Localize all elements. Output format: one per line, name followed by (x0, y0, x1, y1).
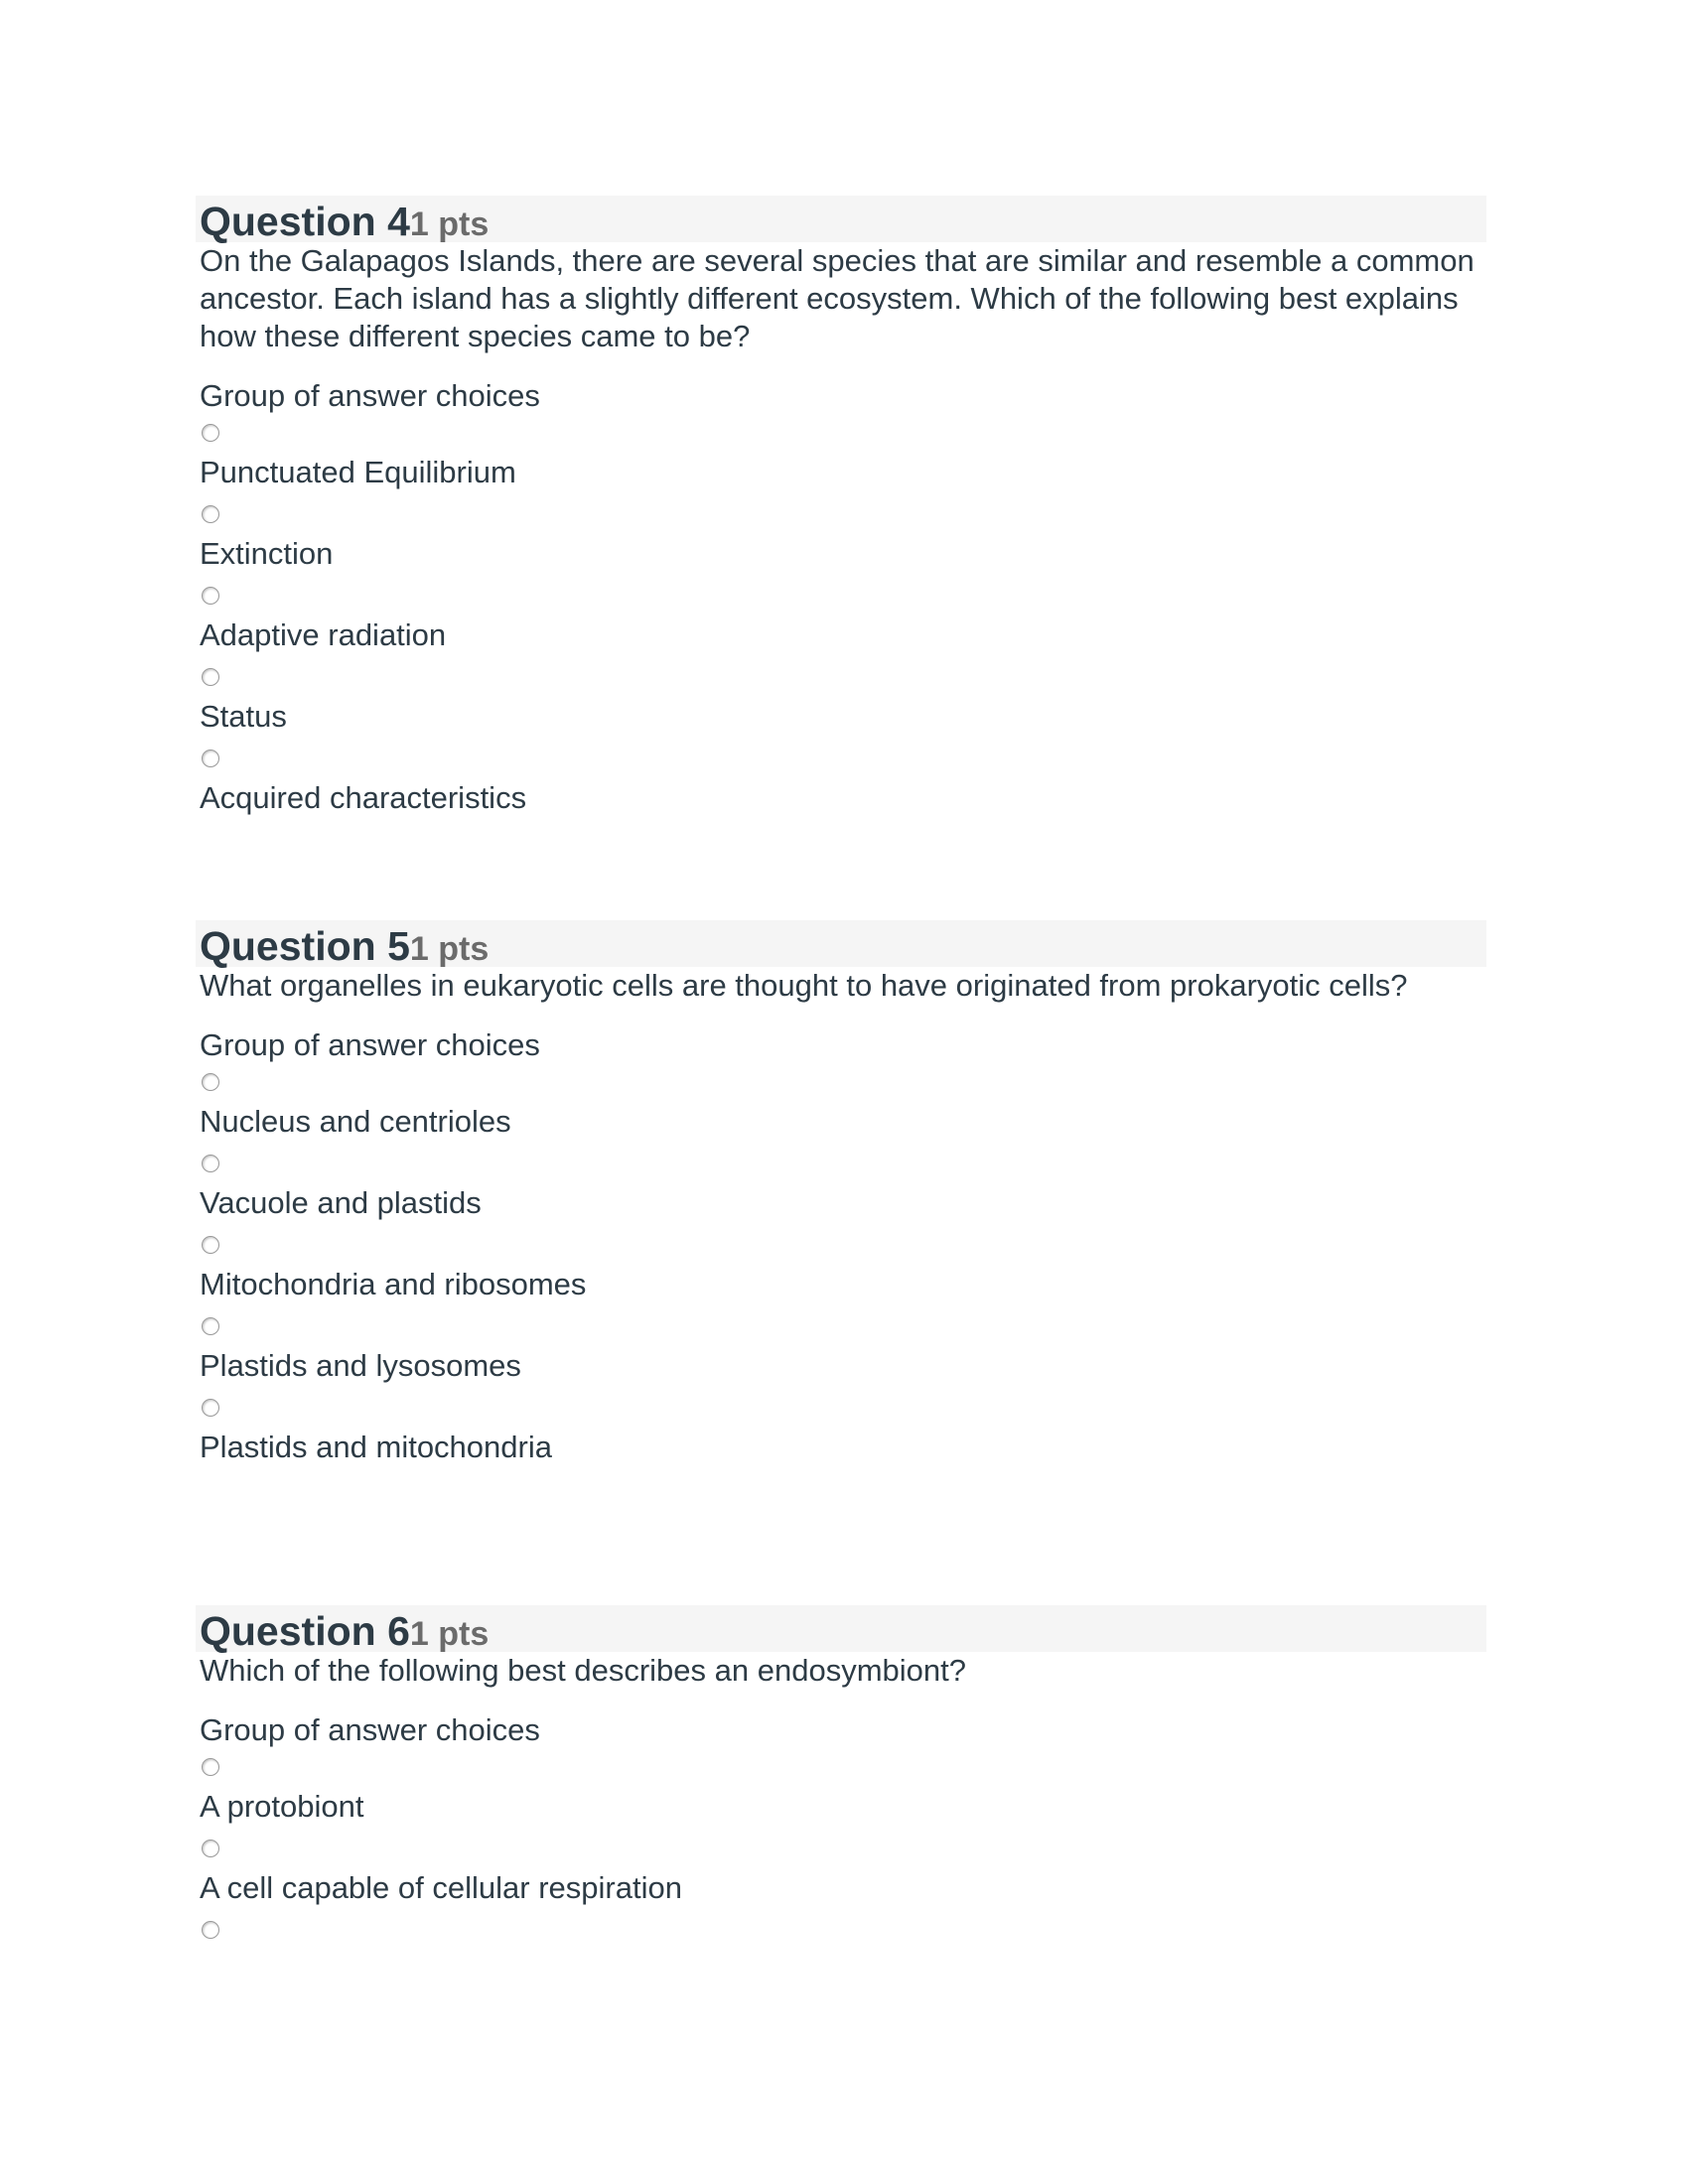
radio-button[interactable] (202, 1073, 219, 1091)
radio-button[interactable] (202, 1317, 219, 1335)
answer-choice-label[interactable]: A cell capable of cellular respiration (200, 1870, 682, 1905)
answer-choice-label[interactable]: Vacuole and plastids (200, 1185, 482, 1220)
question-points: 1 pts (409, 930, 490, 968)
answer-choice-label[interactable]: A protobiont (200, 1789, 364, 1824)
question-title (200, 196, 489, 250)
radio-button[interactable] (202, 424, 219, 442)
answer-choice-label[interactable]: Nucleus and centrioles (200, 1104, 511, 1139)
question-5 (196, 920, 1486, 1475)
question-text: What organelles in eukaryotic cells are thought to have originated from prokaryotic cells? (200, 968, 1408, 1003)
answer-choice-label[interactable]: Punctuated Equilibrium (200, 455, 516, 489)
answer-group-label: Group of answer choices (200, 378, 540, 413)
answer-choice[interactable] (196, 1150, 1486, 1231)
question-4 (196, 196, 1486, 826)
answer-choices (196, 1753, 1486, 1997)
answer-choice[interactable] (196, 1835, 1486, 1916)
radio-button[interactable] (202, 1236, 219, 1254)
question-title (200, 1605, 489, 1660)
question-6 (196, 1605, 1486, 1997)
radio-button[interactable] (202, 587, 219, 605)
answer-choice-label[interactable]: Mitochondria and ribosomes (200, 1267, 587, 1301)
question-points: 1 pts (409, 205, 490, 243)
answer-choice[interactable] (196, 500, 1486, 582)
answer-choice-label[interactable]: Adaptive radiation (200, 617, 447, 652)
radio-button[interactable] (202, 1399, 219, 1417)
answer-choice-label[interactable]: Acquired characteristics (200, 780, 527, 815)
answer-choice-label[interactable]: Plastids and mitochondria (200, 1430, 552, 1464)
question-header (196, 1605, 1486, 1652)
answer-choice[interactable] (196, 1312, 1486, 1394)
answer-choice[interactable] (196, 1753, 1486, 1835)
question-number: Question 6 (200, 1608, 410, 1654)
answer-choice[interactable] (196, 1231, 1486, 1312)
answer-choice[interactable] (196, 419, 1486, 500)
question-number: Question 5 (200, 923, 410, 969)
radio-button[interactable] (202, 750, 219, 767)
radio-button[interactable] (202, 668, 219, 686)
question-header (196, 920, 1486, 967)
radio-button[interactable] (202, 1155, 219, 1172)
answer-choice-label[interactable]: Plastids and lysosomes (200, 1348, 521, 1383)
answer-choice-label[interactable]: Extinction (200, 536, 334, 571)
answer-choice[interactable] (196, 582, 1486, 663)
radio-button[interactable] (202, 1840, 219, 1857)
question-title (200, 920, 489, 975)
radio-button[interactable] (202, 505, 219, 523)
answer-choice[interactable] (196, 1394, 1486, 1475)
answer-group-label: Group of answer choices (200, 1712, 540, 1747)
answer-choice[interactable] (196, 663, 1486, 745)
question-number: Question 4 (200, 199, 410, 244)
answer-choice[interactable] (196, 1916, 1486, 1997)
answer-choices (196, 1068, 1486, 1475)
question-header (196, 196, 1486, 242)
question-text: Which of the following best describes an endosymbiont? (200, 1653, 966, 1688)
question-points: 1 pts (409, 1615, 490, 1653)
answer-choice[interactable] (196, 745, 1486, 826)
radio-button[interactable] (202, 1921, 219, 1939)
answer-choice[interactable] (196, 1068, 1486, 1150)
answer-choices (196, 419, 1486, 826)
question-text: On the Galapagos Islands, there are several species that are similar and resemble a common ancestor. Each island has a slightly different ecosystem. Which of the following best explains how these different species came to be? (200, 243, 1475, 353)
radio-button[interactable] (202, 1758, 219, 1776)
answer-choice-label[interactable]: Status (200, 699, 287, 734)
answer-group-label: Group of answer choices (200, 1027, 540, 1062)
